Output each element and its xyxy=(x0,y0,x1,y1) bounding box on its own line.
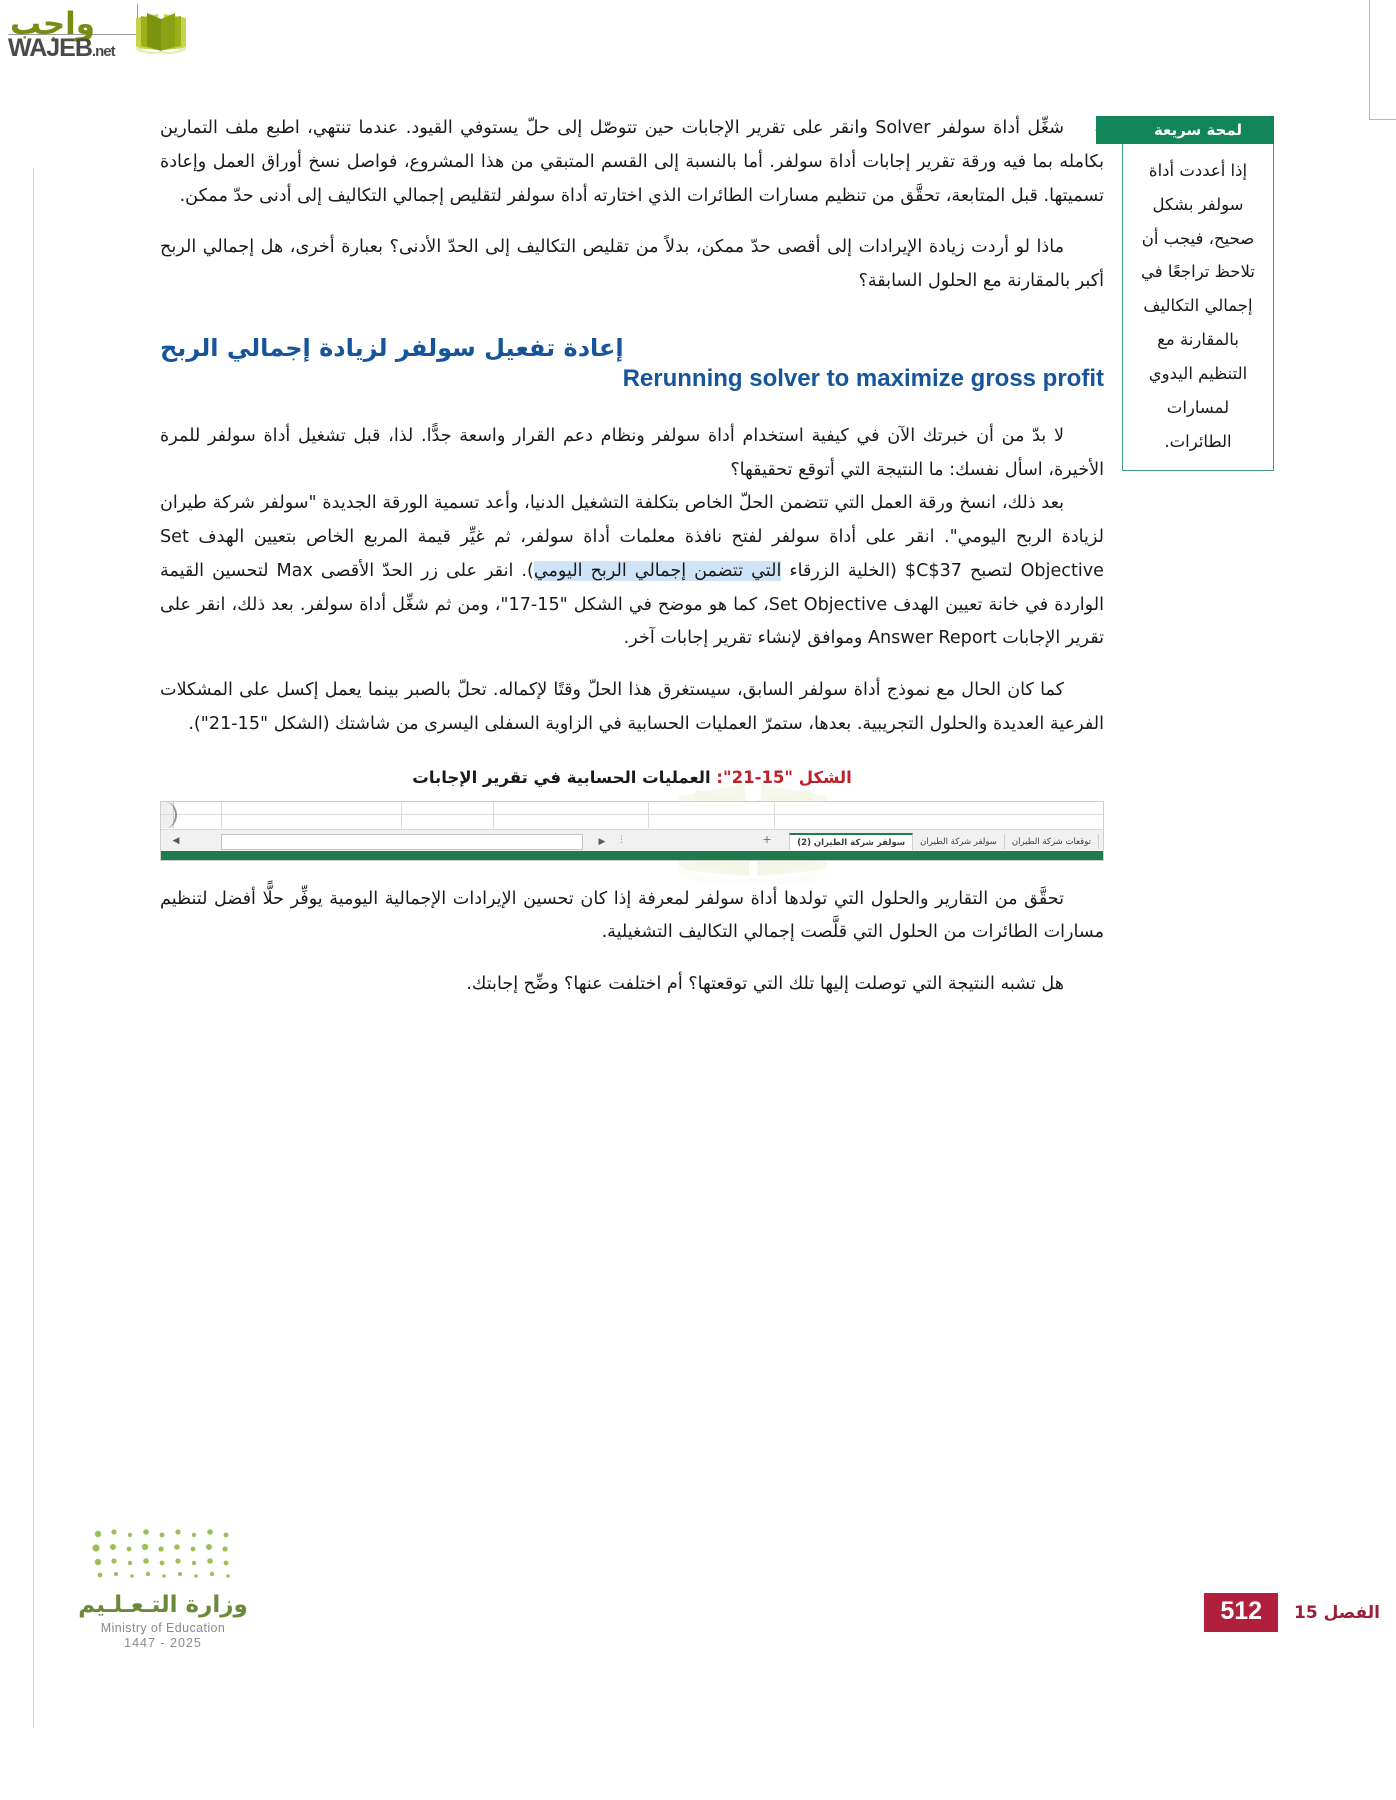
page-margin-rule xyxy=(33,168,34,1728)
section-heading xyxy=(160,333,1104,394)
wajeb-logo xyxy=(8,4,198,62)
paragraph-6: تحقَّق من التقارير والحلول التي تولدها أداة سولفر لمعرفة إذا كان تحسين الإيرادات الإجمالية اليومية يوفِّر حلًّا أفضل لتنظيم مسارات الطائرات من الحلول التي قلَّصت إجمالي التكاليف التشغيلية. xyxy=(160,888,1104,943)
excel-grid-line xyxy=(161,814,1103,815)
excel-grid-line xyxy=(493,802,494,828)
quick-glance-callout xyxy=(1122,116,1274,471)
paragraph-5: كما كان الحال مع نموذج أداة سولفر السابق، سيستغرق هذا الحلّ وقتًا لإكماله. تحلّ بالصبر بينما يعمل إكسل على المشكلات الفرعية العديدة والحلول التجريبية. بعدها، ستمرّ العمليات الحسابية في الزاوية السفلى اليسرى من شاشتك (الشكل "15-21"). xyxy=(160,680,1104,734)
sheet-scroll-left-icon[interactable]: ◀ xyxy=(172,835,180,846)
logo-arabic-text: واجب xyxy=(10,6,96,42)
excel-bottom-accent-bar xyxy=(161,851,1103,860)
paragraph-2: ماذا لو أردت زيادة الإيرادات إلى أقصى حدّ ممكن، بدلاً من تقليص التكاليف إلى الحدّ الأدنى؟ بعبارة أخرى، هل إجمالي الربح أكبر بالمقارنة مع الحلول السابقة؟ xyxy=(160,237,1104,292)
excel-status-bar xyxy=(161,829,1103,852)
excel-edge-curve xyxy=(161,802,177,828)
figure-caption-separator: : xyxy=(710,767,724,787)
ministry-year: 2025 - 1447 xyxy=(124,1636,202,1650)
excel-grid-line xyxy=(401,802,402,828)
excel-screenshot-figure xyxy=(160,801,1104,861)
callout-tab xyxy=(1096,116,1274,144)
callout-body xyxy=(1122,144,1274,471)
open-book-icon xyxy=(134,10,188,54)
sheet-tab-bar[interactable] xyxy=(789,831,1099,852)
highlighted-phrase: التي تتضمن إجمالي الربح اليومي xyxy=(533,560,782,581)
page-number: 512 xyxy=(1204,1593,1278,1632)
figure-caption-text: العمليات الحسابية في تقرير الإجابات xyxy=(412,767,711,787)
chapter-label: الفصل 15 xyxy=(1294,1603,1380,1623)
sheet-tab-solver[interactable]: سولفر شركة الطيران xyxy=(913,834,1005,849)
figure-caption-number: الشكل "15-21" xyxy=(723,767,852,787)
main-text-column xyxy=(160,112,1104,1020)
crop-mark-right-vertical xyxy=(1369,0,1370,120)
section-heading-arabic: إعادة تفعيل سولفر لزيادة إجمالي الربح xyxy=(160,333,624,362)
page-footer-badge xyxy=(1204,1593,1396,1632)
paragraph-1: شغِّل أداة سولفر Solver وانقر على تقرير الإجابات حين تتوصّل إلى حلّ يستوفي القيود. عندما تنتهي، اطبع ملف التمارين بكامله بما فيه ورقة تقرير إجابات أداة سولفر. أما بالنسبة إلى القسم المتبقي من هذا المشروع، فواصل نسخ أوراق العمل وإعادة تسميتها. قبل المتابعة، تحقَّق من تنظيم مسارات الطائرات الذي اختارته أداة سولفر لتقليص إجمالي التكاليف إلى أدنى حدّ ممكن. xyxy=(160,118,1104,206)
sheet-tab-solver-2[interactable]: سولفر شركة الطيران (2) xyxy=(789,833,913,850)
paragraph-3: لا بدّ من أن خبرتك الآن في كيفية استخدام أداة سولفر ونظام دعم القرار واسعة جدًّا. لذا، قبل تشغيل أداة سولفر للمرة الأخيرة، اسأل نفسك: ما النتيجة التي أتوقع تحقيقها؟ xyxy=(160,425,1104,480)
paragraph-4: بعد ذلك، انسخ ورقة العمل التي تتضمن الحلّ الخاص بتكلفة التشغيل الدنيا، وأعد تسمية الورقة الجديدة "سولفر شركة طيران لزيادة الربح اليومي". انقر على أداة سولفر لفتح نافذة معلمات أداة سولفر، ثم غيِّر قيمة المربع الخاص بتعيين الهدف Set Objective لتصبح ‎$C$37‎ (الخلية الزرقاء التي تتضمن إجمالي الربح اليومي). انقر على زر الحدّ الأقصى Max لتحسين القيمة الواردة في خانة تعيين الهدف Set Objective، كما هو موضح في الشكل "15-17"، ومن ثم شغِّل أداة سولفر. بعد ذلك، انقر على تقرير الإجابات Answer Report وموافق لإنشاء تقرير إجابات آخر. xyxy=(160,493,1105,649)
add-sheet-icon[interactable]: + xyxy=(762,832,772,846)
excel-grid-line xyxy=(648,802,649,828)
callout-tab-label: لمحة سريعة xyxy=(1153,121,1243,139)
sheet-nav-separator-icon: ⋮ xyxy=(617,834,627,845)
section-heading-english: Rerunning solver to maximize gross profit xyxy=(622,364,1104,392)
crop-mark-right-horizontal xyxy=(1369,119,1396,120)
paragraph-7: هل تشبه النتيجة التي توصلت إليها تلك التي توقعتها؟ أم اختلفت عنها؟ وضِّح إجابتك. xyxy=(466,974,1064,995)
sheet-tab-forecast[interactable]: توقعات شركة الطيران xyxy=(1005,834,1099,849)
sheet-scroll-right-icon[interactable]: ▶ xyxy=(598,836,606,847)
figure-caption xyxy=(160,768,1104,787)
excel-grid-line xyxy=(774,802,775,828)
excel-grid-line xyxy=(221,802,222,828)
ministry-dot-pattern-icon xyxy=(88,1526,238,1582)
logo-latin-text: WAJEB.net xyxy=(8,34,115,62)
ministry-logo xyxy=(68,1526,258,1650)
horizontal-scrollbar-thumb[interactable] xyxy=(221,834,583,850)
callout-text: إذا أعددت أداة سولفر بشكل صحيح، فيجب أن تلاحظ تراجعًا في إجمالي التكاليف بالمقارنة مع التنظيم اليدوي لمسارات الطائرات. xyxy=(1141,161,1255,451)
ministry-name-english: Ministry of Education xyxy=(100,1621,226,1635)
ministry-name-arabic: وزارة التـعـلـيم xyxy=(78,1592,248,1618)
excel-worksheet-grid xyxy=(161,802,1103,828)
